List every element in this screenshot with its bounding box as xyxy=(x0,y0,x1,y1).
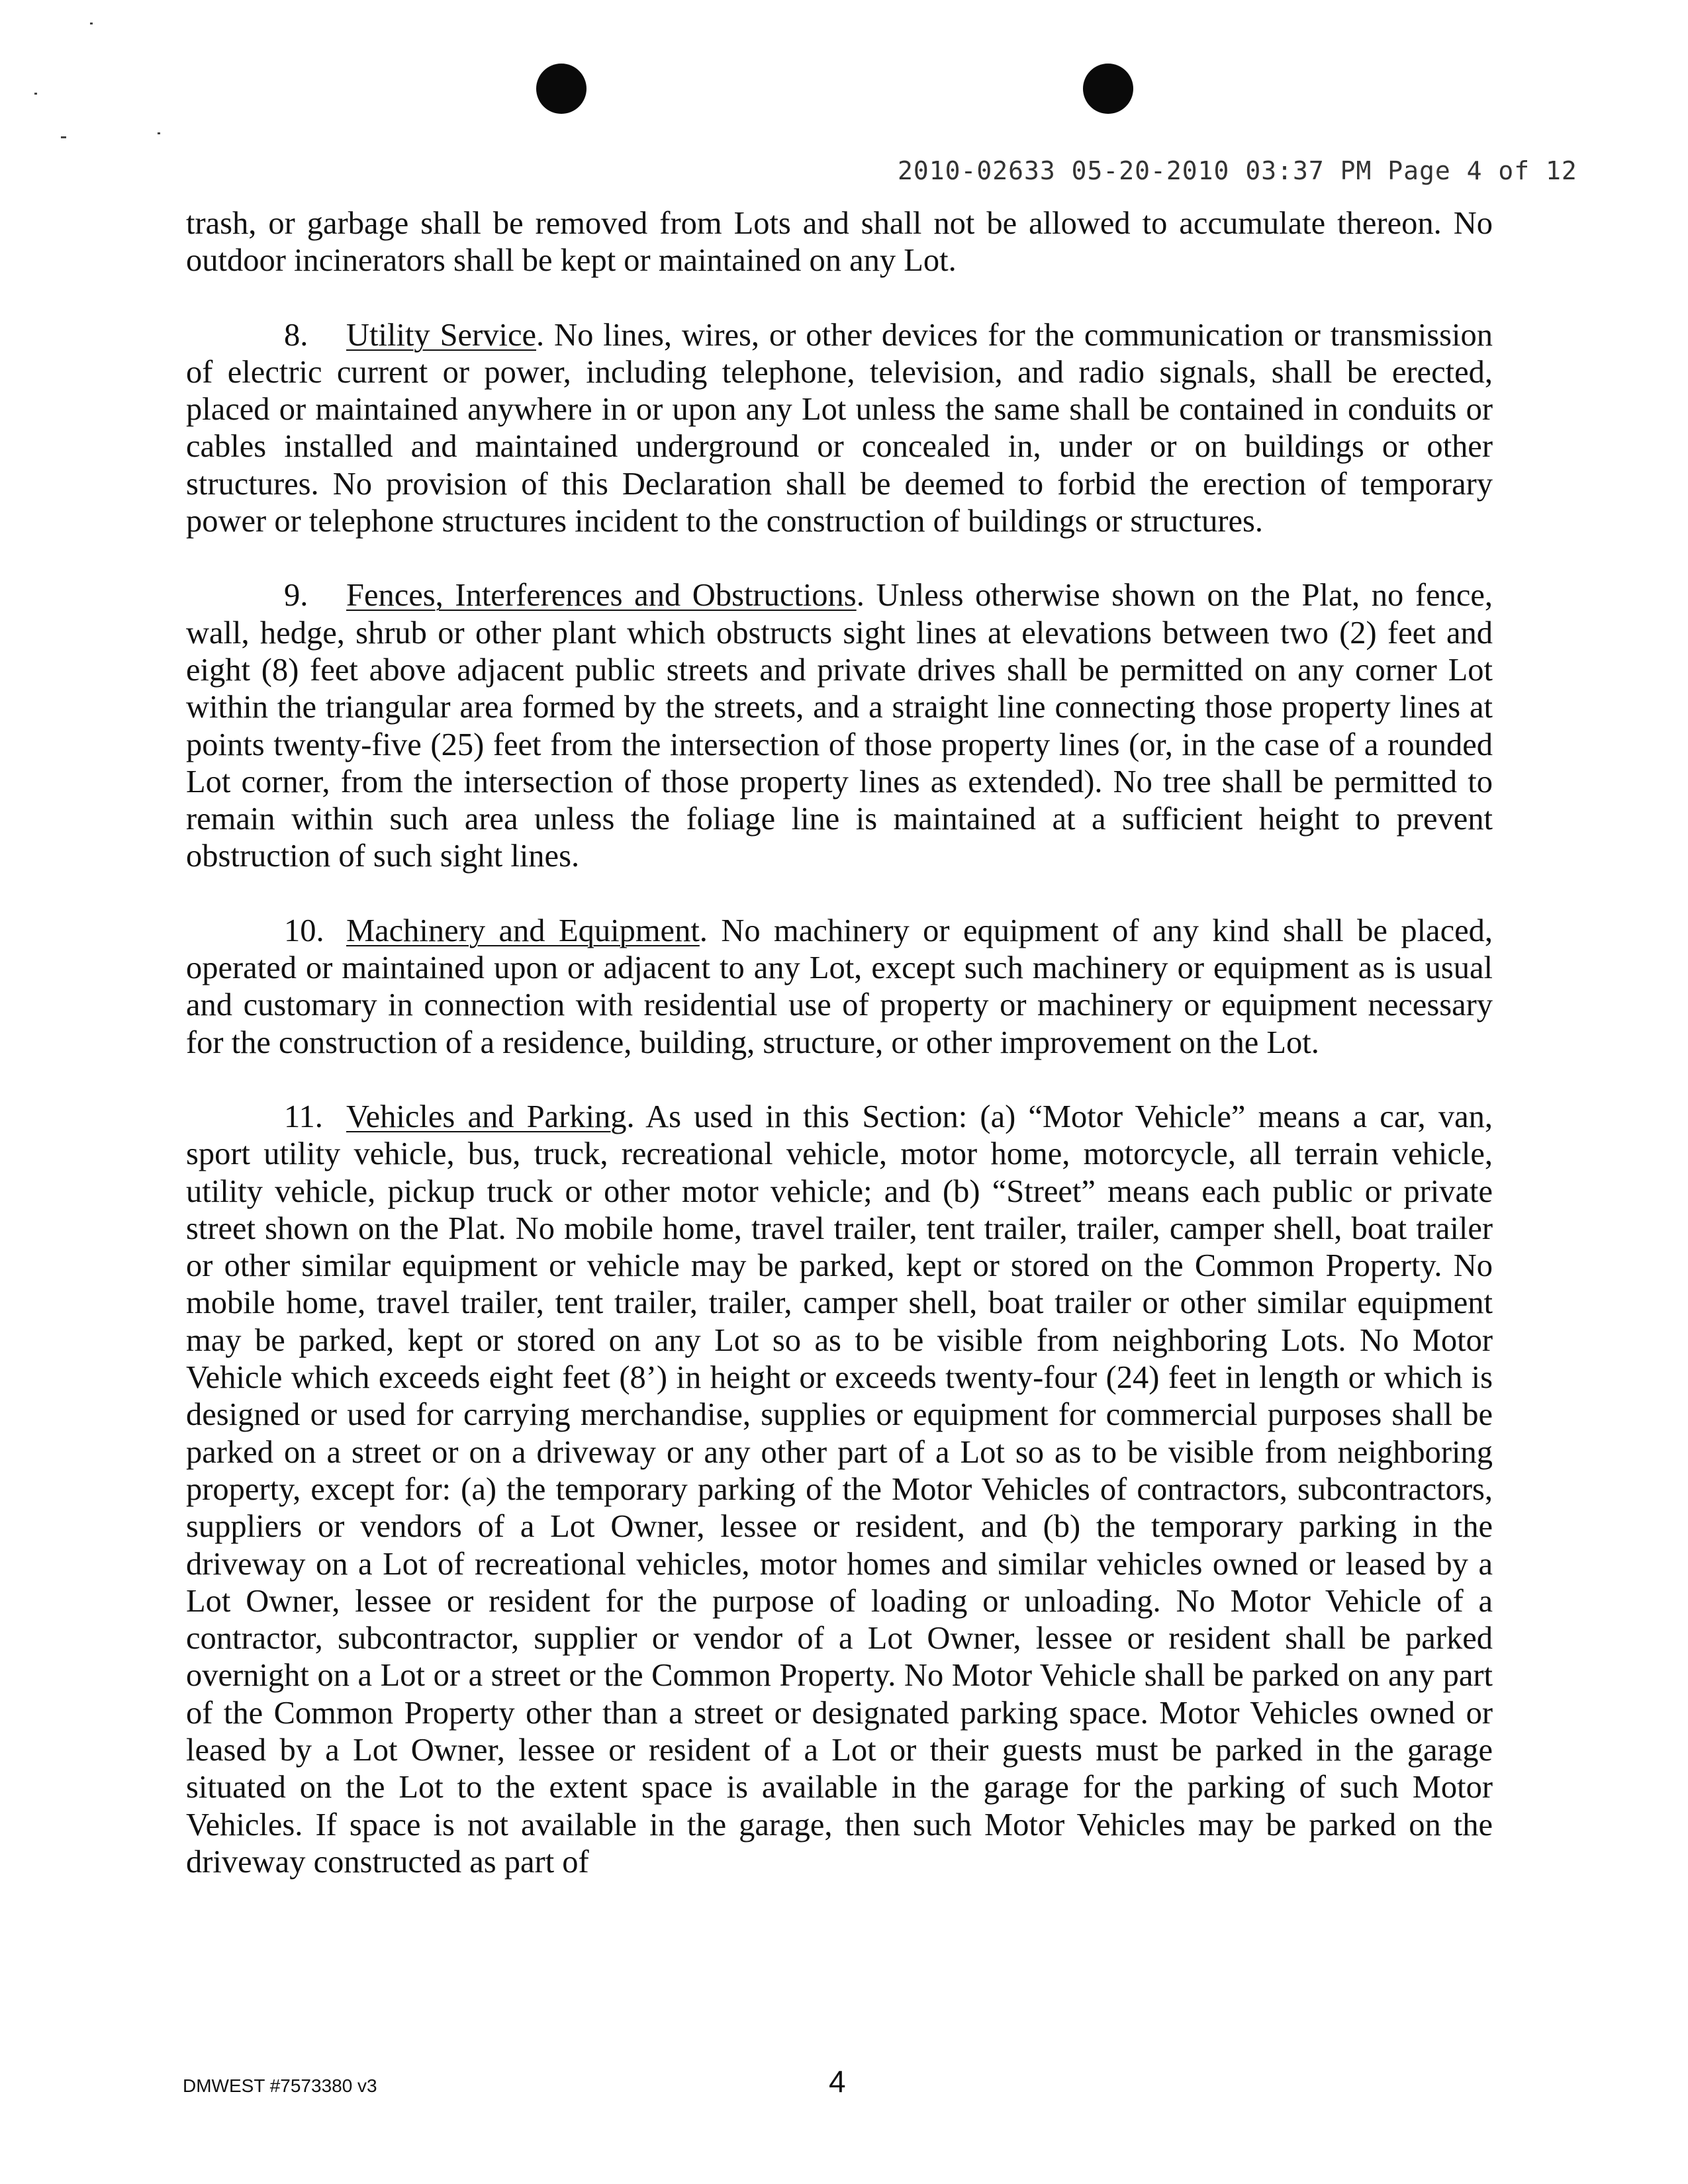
document-id: DMWEST #7573380 v3 xyxy=(183,2075,377,2096)
section-paragraph xyxy=(186,913,1493,1062)
section-text: . No lines, wires, or other devices for the communication or transmission of electric current or power, including telephone, television, and radio signals, shall be erected, placed or maintained anywhere in or upon any Lot unless the same shall be contained in conduits or cables installed and maintained underground or concealed in, under or on buildings or other structures. No provision of this Declaration shall be deemed to forbid the erection of temporary power or telephone structures incident to the construction of buildings or structures. xyxy=(186,317,1493,539)
scan-speck xyxy=(158,132,160,134)
punch-hole-left xyxy=(536,64,586,114)
section-heading: Fences, Interferences and Obstructions xyxy=(346,578,857,614)
section-number: 11. xyxy=(284,1099,323,1134)
section-text: . No machinery or equipment of any kind shall be placed, operated or maintained upon or adjacent to any Lot, except such machinery or equipment as is usual and customary in connection with residential use of property or machinery or equipment necessary for the construction of a residence, building, structure, or other improvement on the Lot. xyxy=(186,913,1493,1060)
section-number: 8. xyxy=(284,317,308,353)
section-number: 9. xyxy=(284,578,308,614)
section-heading: Utility Service xyxy=(346,317,536,353)
scan-speck xyxy=(90,23,93,24)
intro-paragraph: trash, or garbage shall be removed from Lots and shall not be allowed to accumulate thereon. No outdoor incinerators shall be kept or maintained on any Lot. xyxy=(186,206,1493,279)
section-text: . Unless otherwise shown on the Plat, no fence, wall, hedge, shrub or other plant which obstructs sight lines at elevations between two (2) feet and eight (8) feet above adjacent public streets and private drives shall be permitted on any corner Lot within the triangular area formed by the streets, and a straight line connecting those property lines at points twenty-five (25) feet from the intersection of those property lines (or, in the case of a rounded Lot corner, from the intersection of those property lines as extended). No tree shall be permitted to remain within such area unless the foliage line is maintained at a sufficient height to prevent obstruction of such sight lines. xyxy=(186,578,1493,874)
section-text: . As used in this Section: (a) “Motor Vehicle” means a car, van, sport utility vehicle, bus, truck, recreational vehicle, motor home, motorcycle, all terrain vehicle, utility vehicle, pickup truck or other motor vehicle; and (b) “Street” means each public or private street shown on the Plat. No mobile home, travel trailer, tent trailer, trailer, camper shell, boat trailer or other similar equipment or vehicle may be parked, kept or stored on the Common Property. No mobile home, travel trailer, tent trailer, trailer, camper shell, boat trailer or other similar equipment may be parked, kept or stored on any Lot so as to be visible from neighboring Lots. No Motor Vehicle which exceeds eight feet (8’) in height or exceeds twenty-four (24) feet in length or which is designed or used for carrying merchandise, supplies or equipment for commercial purposes shall be parked on a street or on a driveway or any other part of a Lot so as to be visible from neighboring property, except for: (a) the temporary parking of the Motor Vehicles of contractors, subcontractors, suppliers or vendors of a Lot Owner, lessee or resident, and (b) the temporary parking in the driveway on a Lot of recreational vehicles, motor homes and similar vehicles owned or leased by a Lot Owner, lessee or resident for the purpose of loading or unloading. No Motor Vehicle of a contractor, subcontractor, supplier or vendor of a Lot Owner, lessee or resident shall be parked overnight on a Lot or a street or the Common Property. No Motor Vehicle shall be parked on any part of the Common Property other than a street or designated parking space. Motor Vehicles owned or leased by a Lot Owner, lessee or resident of a Lot or their guests must be parked in the garage situated on the Lot to the extent space is available in the garage for the parking of such Motor Vehicles. If space is not available in the garage, then such Motor Vehicles may be parked on the driveway constructed as part of xyxy=(186,1099,1493,1880)
recording-stamp: 2010-02633 05-20-2010 03:37 PM Page 4 of 12 xyxy=(898,156,1577,185)
section-paragraph xyxy=(186,1099,1493,1881)
section-heading: Vehicles and Parking xyxy=(346,1099,627,1134)
section-paragraph xyxy=(186,317,1493,541)
punch-hole-right xyxy=(1083,64,1133,114)
document-body xyxy=(186,205,1493,1918)
section-paragraph xyxy=(186,577,1493,875)
scan-speck xyxy=(34,93,37,95)
scan-speck xyxy=(61,136,66,138)
page-number: 4 xyxy=(829,2064,846,2099)
section-number: 10. xyxy=(284,913,324,948)
section-heading: Machinery and Equipment xyxy=(346,913,700,948)
